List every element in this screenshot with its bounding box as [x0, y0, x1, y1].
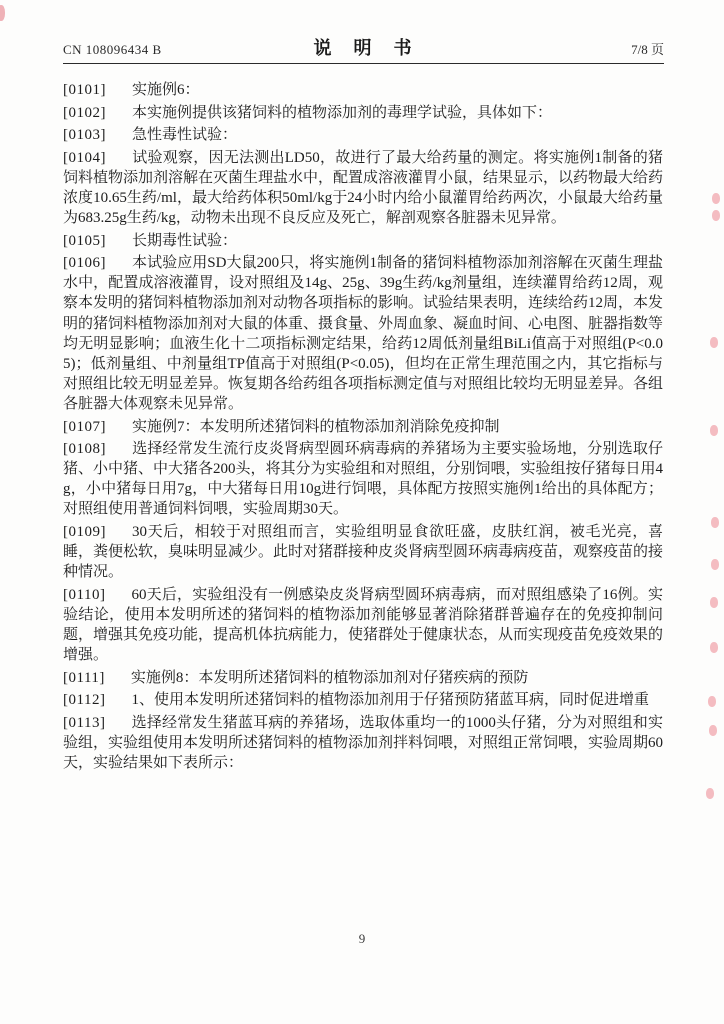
paragraph-tag: [0110]: [63, 586, 106, 603]
scan-artifact: [710, 597, 718, 608]
paragraph-text: 本实施例提供该猪饲料的植物添加剂的毒理学试验，具体如下：: [132, 104, 553, 121]
header-divider: [63, 63, 664, 64]
paragraph-tag: [0104]: [63, 149, 106, 166]
scan-artifact: [0, 5, 5, 21]
paragraph: [63, 585, 663, 665]
paragraph: [63, 668, 663, 688]
paragraph-tag: [0111]: [63, 669, 105, 686]
paragraph-tag: [0106]: [63, 255, 106, 272]
paragraph: [63, 522, 663, 582]
patent-number: CN 108096434 B: [63, 42, 162, 57]
document-body: [63, 80, 663, 776]
paragraph-text: 长期毒性试验：: [132, 232, 238, 249]
paragraph-tag: [0105]: [63, 232, 106, 249]
paragraph-text: 实施例8：本发明所述猪饲料的植物添加剂对仔猪疾病的预防: [130, 669, 529, 686]
paragraph-text: 选择经常发生流行皮炎肾病型圆环病毒病的养猪场为主要实验场地，分别选取仔猪、小中猪、中大猪各200头，将其分为实验组和对照组，分别饲喂，实验组按仔猪每日用4g，小中猪每日用7g，中大猪每日用10g进行饲喂，具体配方按照实施例1给出的具体配方；对照组使用普通饲料饲喂，实验周期30天。: [63, 441, 664, 518]
paragraph-text: 实施例6：: [132, 82, 200, 98]
scan-artifact: [710, 642, 718, 653]
document-title: 说 明 书: [313, 38, 414, 58]
paragraph-tag: [0107]: [63, 418, 106, 435]
paragraph-tag: [0109]: [63, 523, 106, 540]
page-number: 9: [358, 931, 366, 946]
paragraph-text: 选择经常发生猪蓝耳病的养猪场，选取体重均一的1000头仔猪，分为对照组和实验组，实验组使用本发明所述猪饲料的植物添加剂拌料饲喂，对照组正常饲喂，实验周期60天，实验结果如下表所示：: [63, 714, 664, 771]
paragraph-tag: [0108]: [63, 441, 106, 458]
scan-artifact: [711, 559, 719, 570]
paragraph-tag: [0112]: [63, 692, 106, 709]
paragraph-text: 急性毒性试验：: [132, 127, 238, 144]
paragraph-text: 试验观察，因无法测出LD50，故进行了最大给药量的测定。将实施例1制备的猪饲料植物添加剂溶解在灭菌生理盐水中，配置成溶液灌胃小鼠，结果显示，以药物最大给药浓度10.65生药/ml，最大给药体积50ml/kg于24小时内给小鼠灌胃给药两次，小鼠最大给药量为683.25g生药/kg，动物未出现不良反应及死亡，解剖观察各脏器未见异常。: [63, 149, 664, 227]
paragraph: [63, 231, 663, 251]
scan-artifact: [712, 210, 720, 221]
paragraph: [63, 690, 663, 710]
paragraph: [63, 417, 663, 437]
paragraph: [63, 103, 663, 123]
paragraph: [63, 713, 663, 773]
paragraph: [63, 80, 663, 100]
paragraph-tag: [0113]: [63, 714, 106, 731]
scan-artifact: [711, 517, 719, 528]
paragraph: [63, 148, 663, 228]
paragraph-text: 1、使用本发明所述猪饲料的植物添加剂用于仔猪预防猪蓝耳病，同时促进增重: [131, 692, 649, 709]
page-indicator: 7/8 页: [631, 42, 664, 57]
scan-artifact: [708, 696, 716, 707]
paragraph: [63, 125, 663, 145]
paragraph-text: 实施例7：本发明所述猪饲料的植物添加剂消除免疫抑制: [132, 418, 500, 435]
paragraph-tag: [0103]: [63, 127, 106, 144]
paragraph-text: 30天后，相较于对照组而言，实验组明显食欲旺盛，皮肤红润，被毛光亮，喜睡，粪便松软，臭味明显减少。此时对猪群接种皮炎肾病型圆环病毒病疫苗，观察疫苗的接种情况。: [63, 523, 664, 581]
page-header: [63, 36, 664, 62]
scan-artifact: [710, 337, 718, 348]
scan-artifact: [706, 788, 714, 799]
scan-artifact: [709, 725, 717, 736]
scan-artifact: [712, 193, 720, 204]
paragraph-tag: [0102]: [63, 104, 106, 121]
paragraph-tag: [0101]: [63, 82, 106, 98]
scan-artifact: [710, 425, 718, 436]
paragraph-text: 60天后，实验组没有一例感染皮炎肾病型圆环病毒病，而对照组感染了16例。实验结论，使用本发明所述的猪饲料的植物添加剂能够显著消除猪群普遍存在的免疫抑制问题，增强其免疫功能，提高机体抗病能力，使猪群处于健康状态，从而实现疫苗免疫效果的增强。: [63, 586, 664, 664]
paragraph-text: 本试验应用SD大鼠200只，将实施例1制备的猪饲料植物添加剂溶解在灭菌生理盐水中，配置成溶液灌胃，设对照组及14g、25g、39g生药/kg剂量组，连续灌胃给药12周，观察本发明的猪饲料植物添加剂对动物各项指标的影响。试验结果表明，连续给药12周，本发明的猪饲料植物添加剂对大鼠的体重、摄食量、外周血象、凝血时间、心电图、脏器指数等均无明显影响；血液生化十二项指标测定结果，给药12周低剂量组BiLi值高于对照组(P<0.05)；低剂量组、中剂量组TP值高于对照组(P<0.05)，但均在正常生理范围之内，其它指标与对照组比较无明显差异。恢复期各给药组各项指标测定值与对照组比较均无明显差异。各组各脏器大体观察未见异常。: [63, 255, 664, 412]
paragraph: [63, 439, 663, 519]
page-footer: [0, 930, 724, 948]
paragraph: [63, 253, 663, 414]
